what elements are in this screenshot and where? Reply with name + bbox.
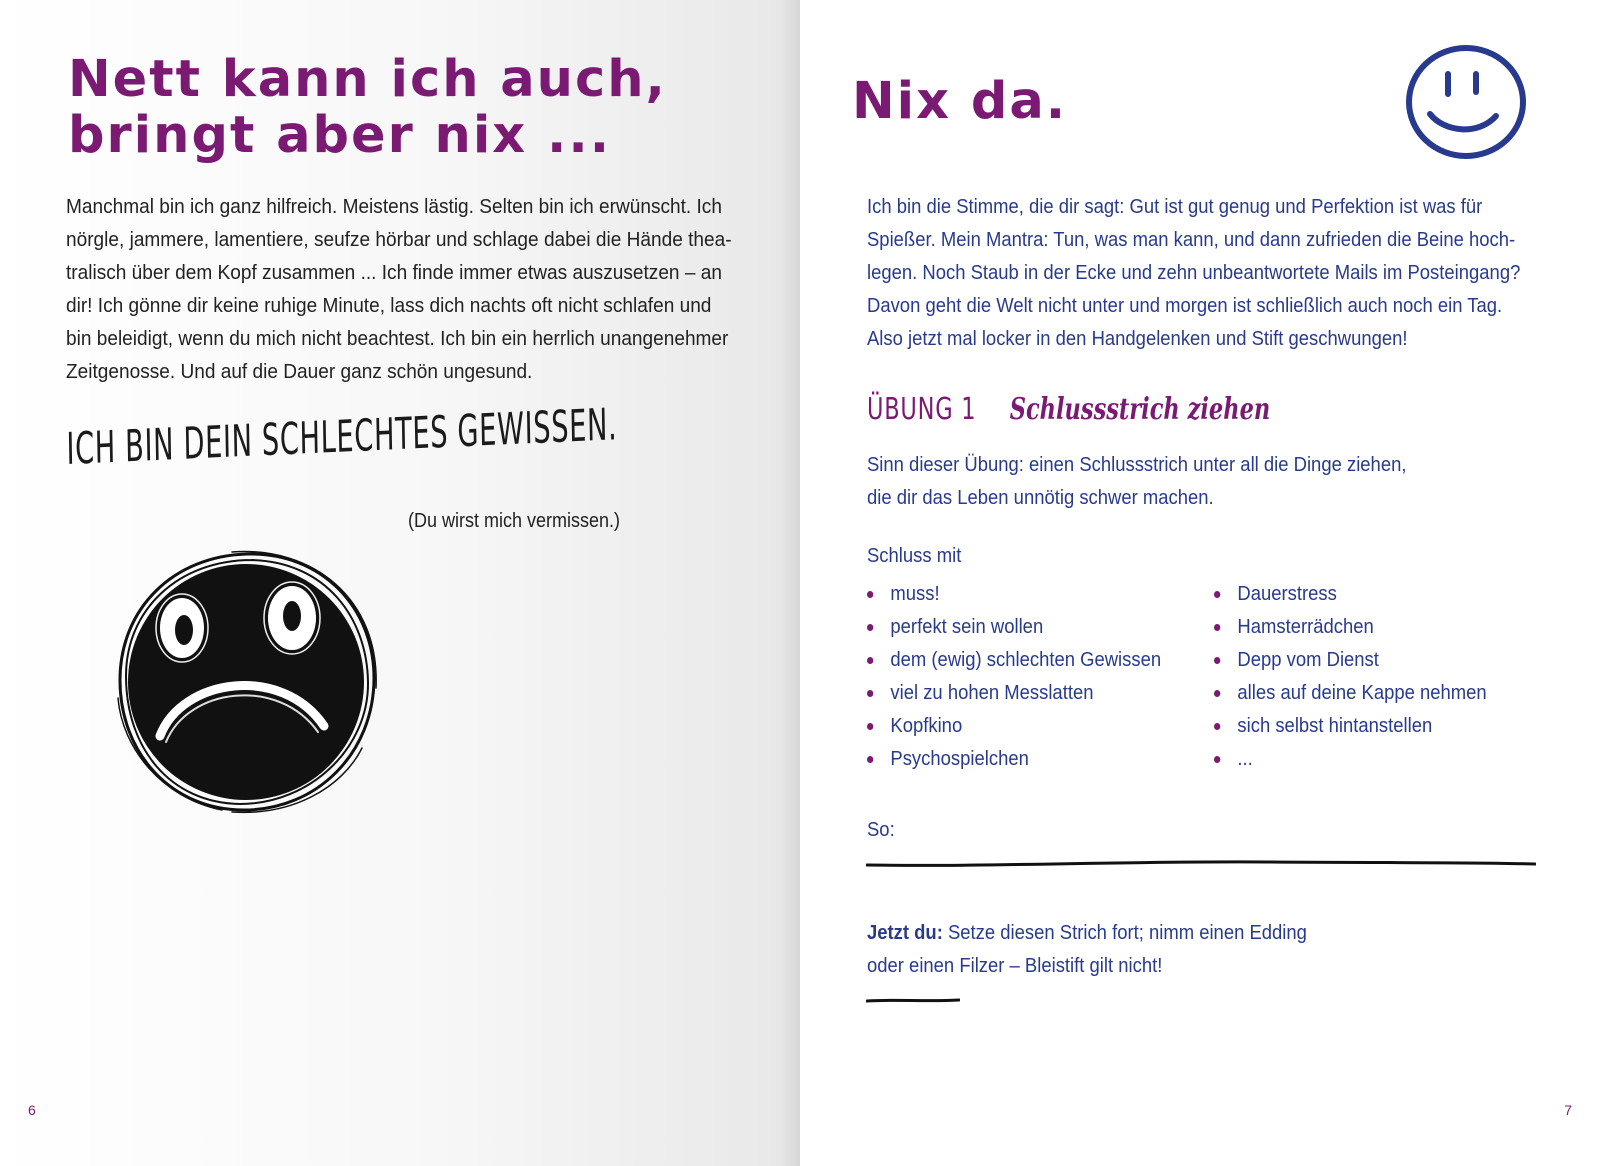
body-line: Manchmal bin ich ganz hilfreich. Meistens lästig. Selten bin ich erwünscht. Ich (66, 195, 722, 218)
list-item (867, 577, 1161, 610)
body-line: bin beleidigt, wenn du mich nicht beachtest. Ich bin ein herrlich unangenehmer (66, 327, 729, 350)
list-item (1214, 643, 1487, 676)
bullet-icon (867, 657, 873, 664)
list-item (867, 709, 1161, 742)
list-label: Schluss mit (867, 544, 962, 567)
list-item (867, 742, 1161, 775)
heading-line-1: Nett kann ich auch, (68, 50, 667, 109)
gutter-shadow (780, 0, 800, 1166)
list-item-text: Dauerstress (1237, 582, 1337, 605)
instruction-line-2: oder einen Filzer – Bleistift gilt nicht! (867, 954, 1163, 977)
purpose-line: die dir das Leben unnötig schwer machen. (867, 486, 1214, 509)
start-stroke-line (866, 996, 960, 1004)
list-left-column (867, 577, 1194, 775)
list-item (867, 643, 1161, 676)
left-page-heading (68, 52, 667, 164)
body-line: tralisch über dem Kopf zusammen ... Ich finde immer etwas auszusetzen – an (66, 261, 722, 284)
left-page-body (66, 190, 743, 388)
bullet-icon (867, 624, 873, 631)
list-item (1214, 742, 1487, 775)
heading-line-2: bringt aber nix ... (68, 106, 612, 165)
body-line: nörgle, jammere, lamentiere, seufze hörbar und schlage dabei die Hände thea- (66, 228, 732, 251)
body-line: Ich bin die Stimme, die dir sagt: Gut ist gut genug und Perfektion ist was für (867, 195, 1483, 218)
bullet-icon (1214, 657, 1220, 664)
bullet-icon (867, 756, 873, 763)
instruction-rest: Setze diesen Strich fort; nimm einen Edding (942, 921, 1307, 944)
left-eye (156, 594, 208, 662)
list-item-text: muss! (890, 582, 940, 605)
body-line: Zeitgenosse. Und auf die Dauer ganz schön ungesund. (66, 360, 533, 383)
schlussstrich-line (866, 858, 1536, 870)
bullet-icon (867, 591, 873, 598)
exercise-name: Schlussstrich ziehen (1009, 392, 1271, 427)
so-label: So: (867, 818, 895, 841)
list-item (867, 610, 1161, 643)
purpose-line: Sinn dieser Übung: einen Schlussstrich unter all die Dinge ziehen, (867, 453, 1407, 476)
instruction-lead: Jetzt du: (867, 921, 943, 944)
bullet-icon (1214, 624, 1220, 631)
illustration-caption: (Du wirst mich vermissen.) (408, 510, 621, 532)
body-line: Also jetzt mal locker in den Handgelenken und Stift geschwungen! (867, 327, 1408, 350)
exercise-title (867, 392, 1270, 427)
bullet-icon (1214, 756, 1220, 763)
bullet-icon (1214, 690, 1220, 697)
list-item-text: ... (1237, 747, 1253, 770)
list-item (1214, 577, 1487, 610)
list-item-text: viel zu hohen Messlatten (890, 681, 1094, 704)
exercise-purpose (867, 448, 1443, 514)
exercise-number: ÜBUNG 1 (867, 392, 977, 427)
list-item (1214, 676, 1487, 709)
list-item (1214, 610, 1487, 643)
list-item-text: sich selbst hintanstellen (1237, 714, 1433, 737)
list-item-text: perfekt sein wollen (890, 615, 1044, 638)
right-eye (264, 582, 320, 654)
list-item-text: Kopfkino (890, 714, 963, 737)
body-line: Davon geht die Welt nicht unter und morgen ist schließlich auch noch ein Tag. (867, 294, 1503, 317)
list-item (867, 676, 1161, 709)
page-number-left: 6 (28, 1102, 36, 1118)
body-line: dir! Ich gönne dir keine ruhige Minute, lass dich nachts oft nicht schlafen und (66, 294, 712, 317)
bullet-icon (1214, 723, 1220, 730)
list-item-text: dem (ewig) schlechten Gewissen (890, 648, 1162, 671)
list-item-text: Depp vom Dienst (1237, 648, 1379, 671)
body-line: Spießer. Mein Mantra: Tun, was man kann, und dann zufrieden die Beine hoch- (867, 228, 1516, 251)
body-line: legen. Noch Staub in der Ecke und zehn unbeantwortete Mails im Posteingang? (867, 261, 1521, 284)
bullet-icon (1214, 591, 1220, 598)
smiley-icon (1400, 40, 1534, 164)
right-page-heading: Nix da. (852, 72, 1068, 131)
list-item-text: alles auf deine Kappe nehmen (1237, 681, 1487, 704)
list-right-column (1214, 577, 1517, 775)
list-item-text: Psychospielchen (890, 747, 1029, 770)
list-item-text: Hamsterrädchen (1237, 615, 1374, 638)
instruction-text (867, 916, 1371, 982)
bullet-icon (867, 690, 873, 697)
page-number-right: 7 (1564, 1102, 1572, 1118)
sad-face-icon (112, 548, 382, 818)
right-page (800, 0, 1600, 1166)
right-page-body (867, 190, 1524, 355)
bullet-icon (867, 723, 873, 730)
list-item (1214, 709, 1487, 742)
handwritten-title: ICH BIN DEIN SCHLECHTES GEWISSEN. (66, 399, 618, 475)
